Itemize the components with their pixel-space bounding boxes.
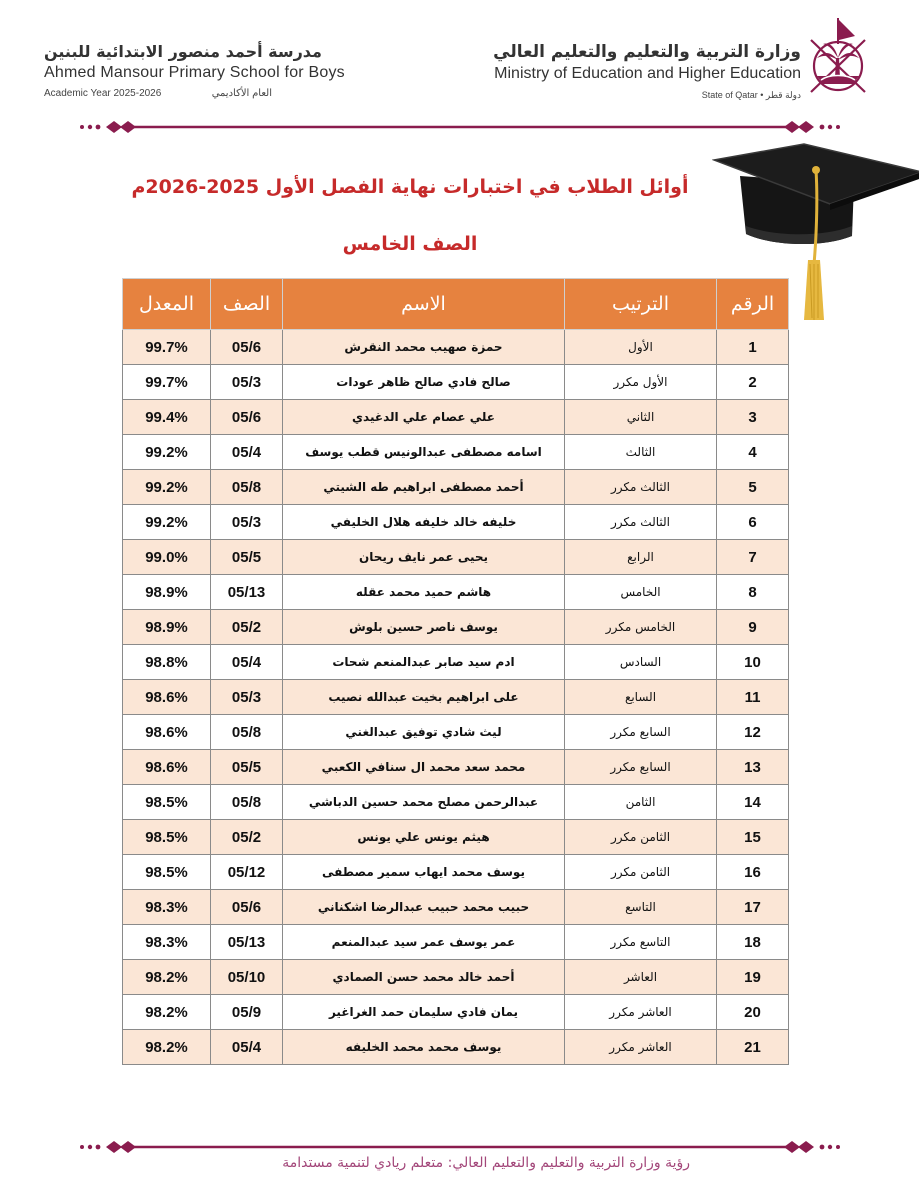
average-cell: 98.5% [123, 820, 211, 855]
student-name: أحمد خالد محمد حسن الصمادي [283, 960, 565, 995]
row-number: 10 [717, 645, 789, 680]
bottom-divider [74, 1139, 846, 1155]
rank-cell: الثامن مكرر [565, 855, 717, 890]
rank-cell: الثالث [565, 435, 717, 470]
row-number: 21 [717, 1030, 789, 1065]
qatar-emblem-icon [803, 14, 873, 104]
average-cell: 98.6% [123, 680, 211, 715]
student-name: يوسف ناصر حسين بلوش [283, 610, 565, 645]
average-cell: 98.2% [123, 960, 211, 995]
average-cell: 99.2% [123, 470, 211, 505]
class-cell: 05/4 [211, 1030, 283, 1065]
col-header-average: المعدل [123, 279, 211, 330]
row-number: 17 [717, 890, 789, 925]
grade-subtitle: الصف الخامس [342, 233, 478, 255]
class-cell: 05/2 [211, 610, 283, 645]
rank-cell: السابع مكرر [565, 750, 717, 785]
table-row [123, 540, 789, 575]
class-cell: 05/4 [211, 645, 283, 680]
row-number: 12 [717, 715, 789, 750]
table-row [123, 1030, 789, 1065]
rank-cell: الثاني [565, 400, 717, 435]
student-name: محمد سعد محمد ال سنافي الكعبي [283, 750, 565, 785]
rank-cell: العاشر [565, 960, 717, 995]
class-cell: 05/6 [211, 330, 283, 365]
row-number: 13 [717, 750, 789, 785]
average-cell: 98.2% [123, 995, 211, 1030]
rank-cell: الخامس [565, 575, 717, 610]
table-row [123, 960, 789, 995]
class-cell: 05/6 [211, 400, 283, 435]
ministry-name-ar: وزارة التربية والتعليم والتعليم العالي [493, 42, 801, 62]
student-name: ادم سيد صابر عبدالمنعم شحات [283, 645, 565, 680]
school-name-ar: مدرسة أحمد منصور الابتدائية للبنين [44, 42, 322, 61]
row-number: 15 [717, 820, 789, 855]
table-row [123, 365, 789, 400]
average-cell: 98.5% [123, 855, 211, 890]
rank-cell: السادس [565, 645, 717, 680]
row-number: 18 [717, 925, 789, 960]
student-name: حمزة صهيب محمد النقرش [283, 330, 565, 365]
average-cell: 98.3% [123, 925, 211, 960]
class-cell: 05/8 [211, 715, 283, 750]
row-number: 9 [717, 610, 789, 645]
table-row [123, 645, 789, 680]
student-name: يمان فادي سليمان حمد الغراغير [283, 995, 565, 1030]
col-header-name: الاسم [283, 279, 565, 330]
table-row [123, 505, 789, 540]
average-cell: 99.0% [123, 540, 211, 575]
class-cell: 05/8 [211, 470, 283, 505]
average-cell: 99.4% [123, 400, 211, 435]
student-name: عبدالرحمن مصلح محمد حسين الدباشي [283, 785, 565, 820]
student-name: أحمد مصطفى ابراهيم طه الشيتي [283, 470, 565, 505]
rank-cell: الثامن مكرر [565, 820, 717, 855]
student-name: علي عصام علي الدغيدي [283, 400, 565, 435]
rank-cell: العاشر مكرر [565, 1030, 717, 1065]
average-cell: 98.9% [123, 575, 211, 610]
average-cell: 99.2% [123, 435, 211, 470]
row-number: 19 [717, 960, 789, 995]
class-cell: 05/5 [211, 540, 283, 575]
table-row [123, 330, 789, 365]
class-cell: 05/2 [211, 820, 283, 855]
table-row [123, 750, 789, 785]
student-name: هاشم حميد محمد عقله [283, 575, 565, 610]
table-header-row [123, 279, 789, 330]
row-number: 1 [717, 330, 789, 365]
class-cell: 05/5 [211, 750, 283, 785]
table-row [123, 820, 789, 855]
row-number: 2 [717, 365, 789, 400]
table-row [123, 855, 789, 890]
class-cell: 05/12 [211, 855, 283, 890]
average-cell: 98.9% [123, 610, 211, 645]
col-header-rank: الترتيب [565, 279, 717, 330]
student-name: صالح فادي صالح ظاهر عودات [283, 365, 565, 400]
row-number: 14 [717, 785, 789, 820]
rank-cell: العاشر مكرر [565, 995, 717, 1030]
academic-year-en: Academic Year 2025-2026 [44, 88, 162, 99]
row-number: 3 [717, 400, 789, 435]
average-cell: 98.2% [123, 1030, 211, 1065]
rank-cell: التاسع [565, 890, 717, 925]
row-number: 11 [717, 680, 789, 715]
student-name: خليفه خالد خليفه هلال الخليفي [283, 505, 565, 540]
rank-cell: الأول مكرر [565, 365, 717, 400]
academic-year [44, 88, 272, 99]
rank-cell: الثامن [565, 785, 717, 820]
table-row [123, 785, 789, 820]
table-row [123, 610, 789, 645]
student-name: يحيى عمر نايف ريحان [283, 540, 565, 575]
class-cell: 05/8 [211, 785, 283, 820]
rank-cell: الخامس مكرر [565, 610, 717, 645]
class-cell: 05/3 [211, 680, 283, 715]
average-cell: 99.2% [123, 505, 211, 540]
table-row [123, 925, 789, 960]
table-row [123, 575, 789, 610]
row-number: 20 [717, 995, 789, 1030]
table-row [123, 890, 789, 925]
table-row [123, 715, 789, 750]
average-cell: 98.6% [123, 750, 211, 785]
class-cell: 05/10 [211, 960, 283, 995]
school-header [44, 42, 364, 99]
class-cell: 05/6 [211, 890, 283, 925]
rank-cell: الأول [565, 330, 717, 365]
row-number: 7 [717, 540, 789, 575]
page-title: أوائل الطلاب في اختبارات نهاية الفصل الأول 2025-2026م [131, 176, 689, 198]
results-table [122, 278, 789, 1065]
average-cell: 98.3% [123, 890, 211, 925]
class-cell: 05/13 [211, 925, 283, 960]
class-cell: 05/3 [211, 365, 283, 400]
col-header-num: الرقم [717, 279, 789, 330]
class-cell: 05/4 [211, 435, 283, 470]
col-header-class: الصف [211, 279, 283, 330]
row-number: 5 [717, 470, 789, 505]
rank-cell: التاسع مكرر [565, 925, 717, 960]
class-cell: 05/3 [211, 505, 283, 540]
student-name: يوسف محمد ايهاب سمير مصطفى [283, 855, 565, 890]
table-row [123, 435, 789, 470]
ministry-header [471, 42, 801, 101]
rank-cell: الرابع [565, 540, 717, 575]
student-name: هيثم يونس علي يونس [283, 820, 565, 855]
table-row [123, 680, 789, 715]
average-cell: 98.8% [123, 645, 211, 680]
row-number: 6 [717, 505, 789, 540]
state-label: State of Qatar • دولة قطر [701, 90, 801, 100]
class-cell: 05/9 [211, 995, 283, 1030]
table-row [123, 995, 789, 1030]
rank-cell: الثالث مكرر [565, 505, 717, 540]
average-cell: 98.5% [123, 785, 211, 820]
average-cell: 99.7% [123, 330, 211, 365]
table-row [123, 470, 789, 505]
class-cell: 05/13 [211, 575, 283, 610]
school-name-en: Ahmed Mansour Primary School for Boys [44, 64, 345, 81]
row-number: 8 [717, 575, 789, 610]
rank-cell: الثالث مكرر [565, 470, 717, 505]
vision-statement: رؤية وزارة التربية والتعليم والتعليم العالي: متعلم ريادي لتنمية مستدامة [282, 1155, 690, 1171]
student-name: على ابراهيم بخيت عبدالله نصيب [283, 680, 565, 715]
student-name: اسامه مصطفى عبدالونيس قطب يوسف [283, 435, 565, 470]
row-number: 4 [717, 435, 789, 470]
average-cell: 99.7% [123, 365, 211, 400]
student-name: حبيب محمد حبيب عبدالرضا اشكناني [283, 890, 565, 925]
student-name: ليث شادي توفيق عبدالغني [283, 715, 565, 750]
top-divider [74, 119, 846, 135]
academic-year-ar: العام الأكاديمي [211, 88, 272, 99]
rank-cell: السابع مكرر [565, 715, 717, 750]
average-cell: 98.6% [123, 715, 211, 750]
row-number: 16 [717, 855, 789, 890]
rank-cell: السابع [565, 680, 717, 715]
student-name: يوسف محمد محمد الخليفه [283, 1030, 565, 1065]
student-name: عمر يوسف عمر سيد عبدالمنعم [283, 925, 565, 960]
table-row [123, 400, 789, 435]
ministry-name-en: Ministry of Education and Higher Education [494, 65, 801, 82]
